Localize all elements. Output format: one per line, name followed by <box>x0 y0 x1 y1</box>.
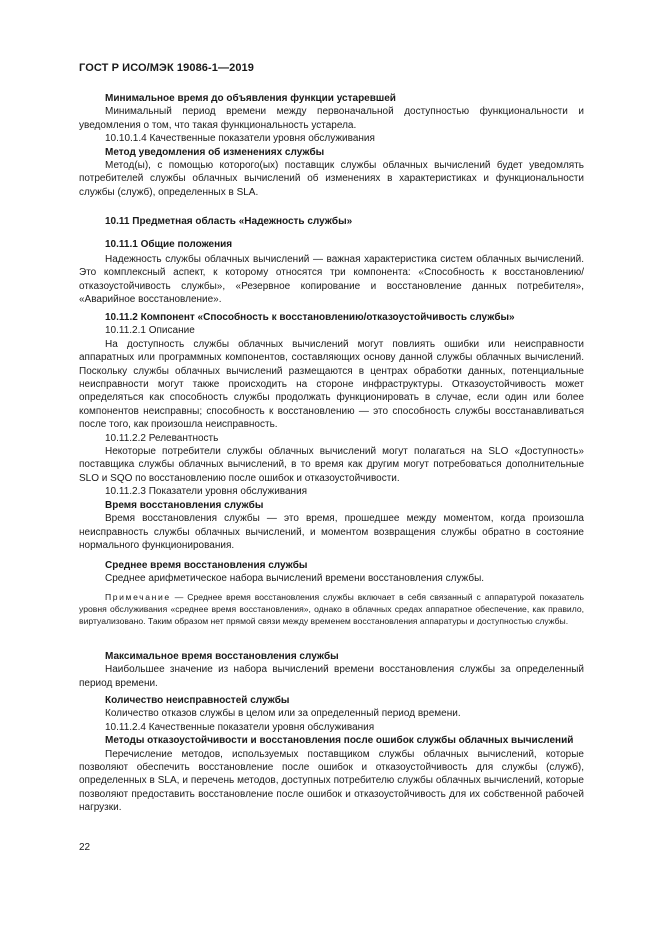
note-text: — Среднее время восстановления службы включает в себя связанный с аппаратурой показатель уровня обслуживания «среднее время восстановления», однако в облачных средах аппаратное обеспечение, как правило, виртуализовано. Таким образом нет прямой связи между временем восстановления аппаратуры и доступностью службы. <box>79 592 584 626</box>
section-reliability-heading <box>79 215 584 228</box>
paragraph-heading: Метод уведомления об изменениях службы <box>105 146 325 158</box>
paragraph-heading: Время восстановления службы <box>105 499 264 511</box>
paragraph: 10.11.2.3 Показатели уровня обслуживания <box>105 486 308 498</box>
section-max-recovery <box>79 650 584 690</box>
paragraph: Перечисление методов, используемых поставщиком службы облачных вычислений, которые позволяют обеспечить восстановление после ошибок и отказоустойчивость для службы (служб), определенных в SLA, и перечень методов, доступных потребителю службы облачных вычислений, которые позволяют предоставить восстановление после ошибок и отказоустойчивость для их собственной рабочей нагрузки. <box>79 748 584 814</box>
note-label: Примечание <box>105 592 171 602</box>
section-failure-count <box>79 694 584 815</box>
section-mean-recovery <box>79 559 584 586</box>
paragraph-heading: Среднее время восстановления службы <box>105 560 308 571</box>
paragraph: 10.11.2.4 Качественные показатели уровня обслуживания <box>105 721 375 733</box>
paragraph: Время восстановления службы — это время, прошедшее между моментом, когда произошла неисправность службы облачных вычислений, и моментом возвращения службы обратно в состояние нормального функционирования. <box>79 513 584 551</box>
paragraph: Надежность службы облачных вычислений — важная характеристика систем облачных вычислений. Это комплексный аспект, к которому относятся три компонента: «Способность к восстановлению/отказоустойчивость службы», «Резервное копирование и восстановление данных потребителя», «Аварийное восстановление». <box>79 254 584 306</box>
paragraph-heading: 10.11.2 Компонент «Способность к восстановлению/отказоустойчивость службы» <box>105 312 515 323</box>
section-resilience <box>79 311 584 552</box>
paragraph-heading: 10.11 Предметная область «Надежность службы» <box>105 216 353 227</box>
paragraph: 10.11.2.2 Релевантность <box>105 432 219 444</box>
section-general-heading <box>79 238 584 251</box>
paragraph: Некоторые потребители службы облачных вычислений могут полагаться на SLO «Доступность» поставщика службы облачных вычислений, в то время как другим могут потребоваться дополнительные SLO и SQO по восстановлению после ошибок и отказоустойчивости. <box>79 446 584 484</box>
paragraph-heading: Количество неисправностей службы <box>105 695 290 706</box>
paragraph: На доступность службы облачных вычислений могут повлиять ошибки или неисправности аппаратных или программных компонентов, составляющих основу данной службы облачных вычислений. Поскольку службы облачных вычислений размещаются в центрах обработки данных, потенциальные неисправности могут также происходить на стороне инфраструктуры. Отказоустойчивость может определяться как способность службы продолжать функционировать в случае, если один или более компонентов неисправны; способность к восстановлению — это способность службы восстанавливаться после того, как произошла неисправность. <box>79 338 584 431</box>
paragraph-heading: Минимальное время до объявления функции устаревшей <box>105 93 396 104</box>
note-block <box>79 591 584 627</box>
page-number: 22 <box>79 842 91 853</box>
paragraph: Минимальный период времени между первоначальной доступностью функциональности и уведомления о том, что такая функциональность устарела. <box>79 106 584 131</box>
paragraph-heading: 10.11.1 Общие положения <box>105 239 233 250</box>
paragraph: Метод(ы), с помощью которого(ых) поставщик службы облачных вычислений будет уведомлять потребителей службы облачных вычислений об изменениях в характеристиках и функциональности службы (служб), определенных в SLA. <box>79 160 584 198</box>
document-header: ГОСТ Р ИСО/МЭК 19086-1—2019 <box>79 62 254 74</box>
paragraph: Количество отказов службы в целом или за определенный период времени. <box>105 708 461 720</box>
paragraph-heading: Максимальное время восстановления службы <box>105 651 339 662</box>
section-deprecation <box>79 92 584 199</box>
paragraph-heading: Методы отказоустойчивости и восстановления после ошибок службы облачных вычислений <box>105 735 574 747</box>
paragraph: Среднее арифметическое набора вычислений времени восстановления службы. <box>105 573 485 585</box>
paragraph: Наибольшее значение из набора вычислений времени восстановления службы за определенный период времени. <box>79 664 584 689</box>
paragraph: 10.11.2.1 Описание <box>105 325 195 337</box>
section-general-text <box>79 253 584 307</box>
paragraph: 10.10.1.4 Качественные показатели уровня обслуживания <box>105 133 375 145</box>
